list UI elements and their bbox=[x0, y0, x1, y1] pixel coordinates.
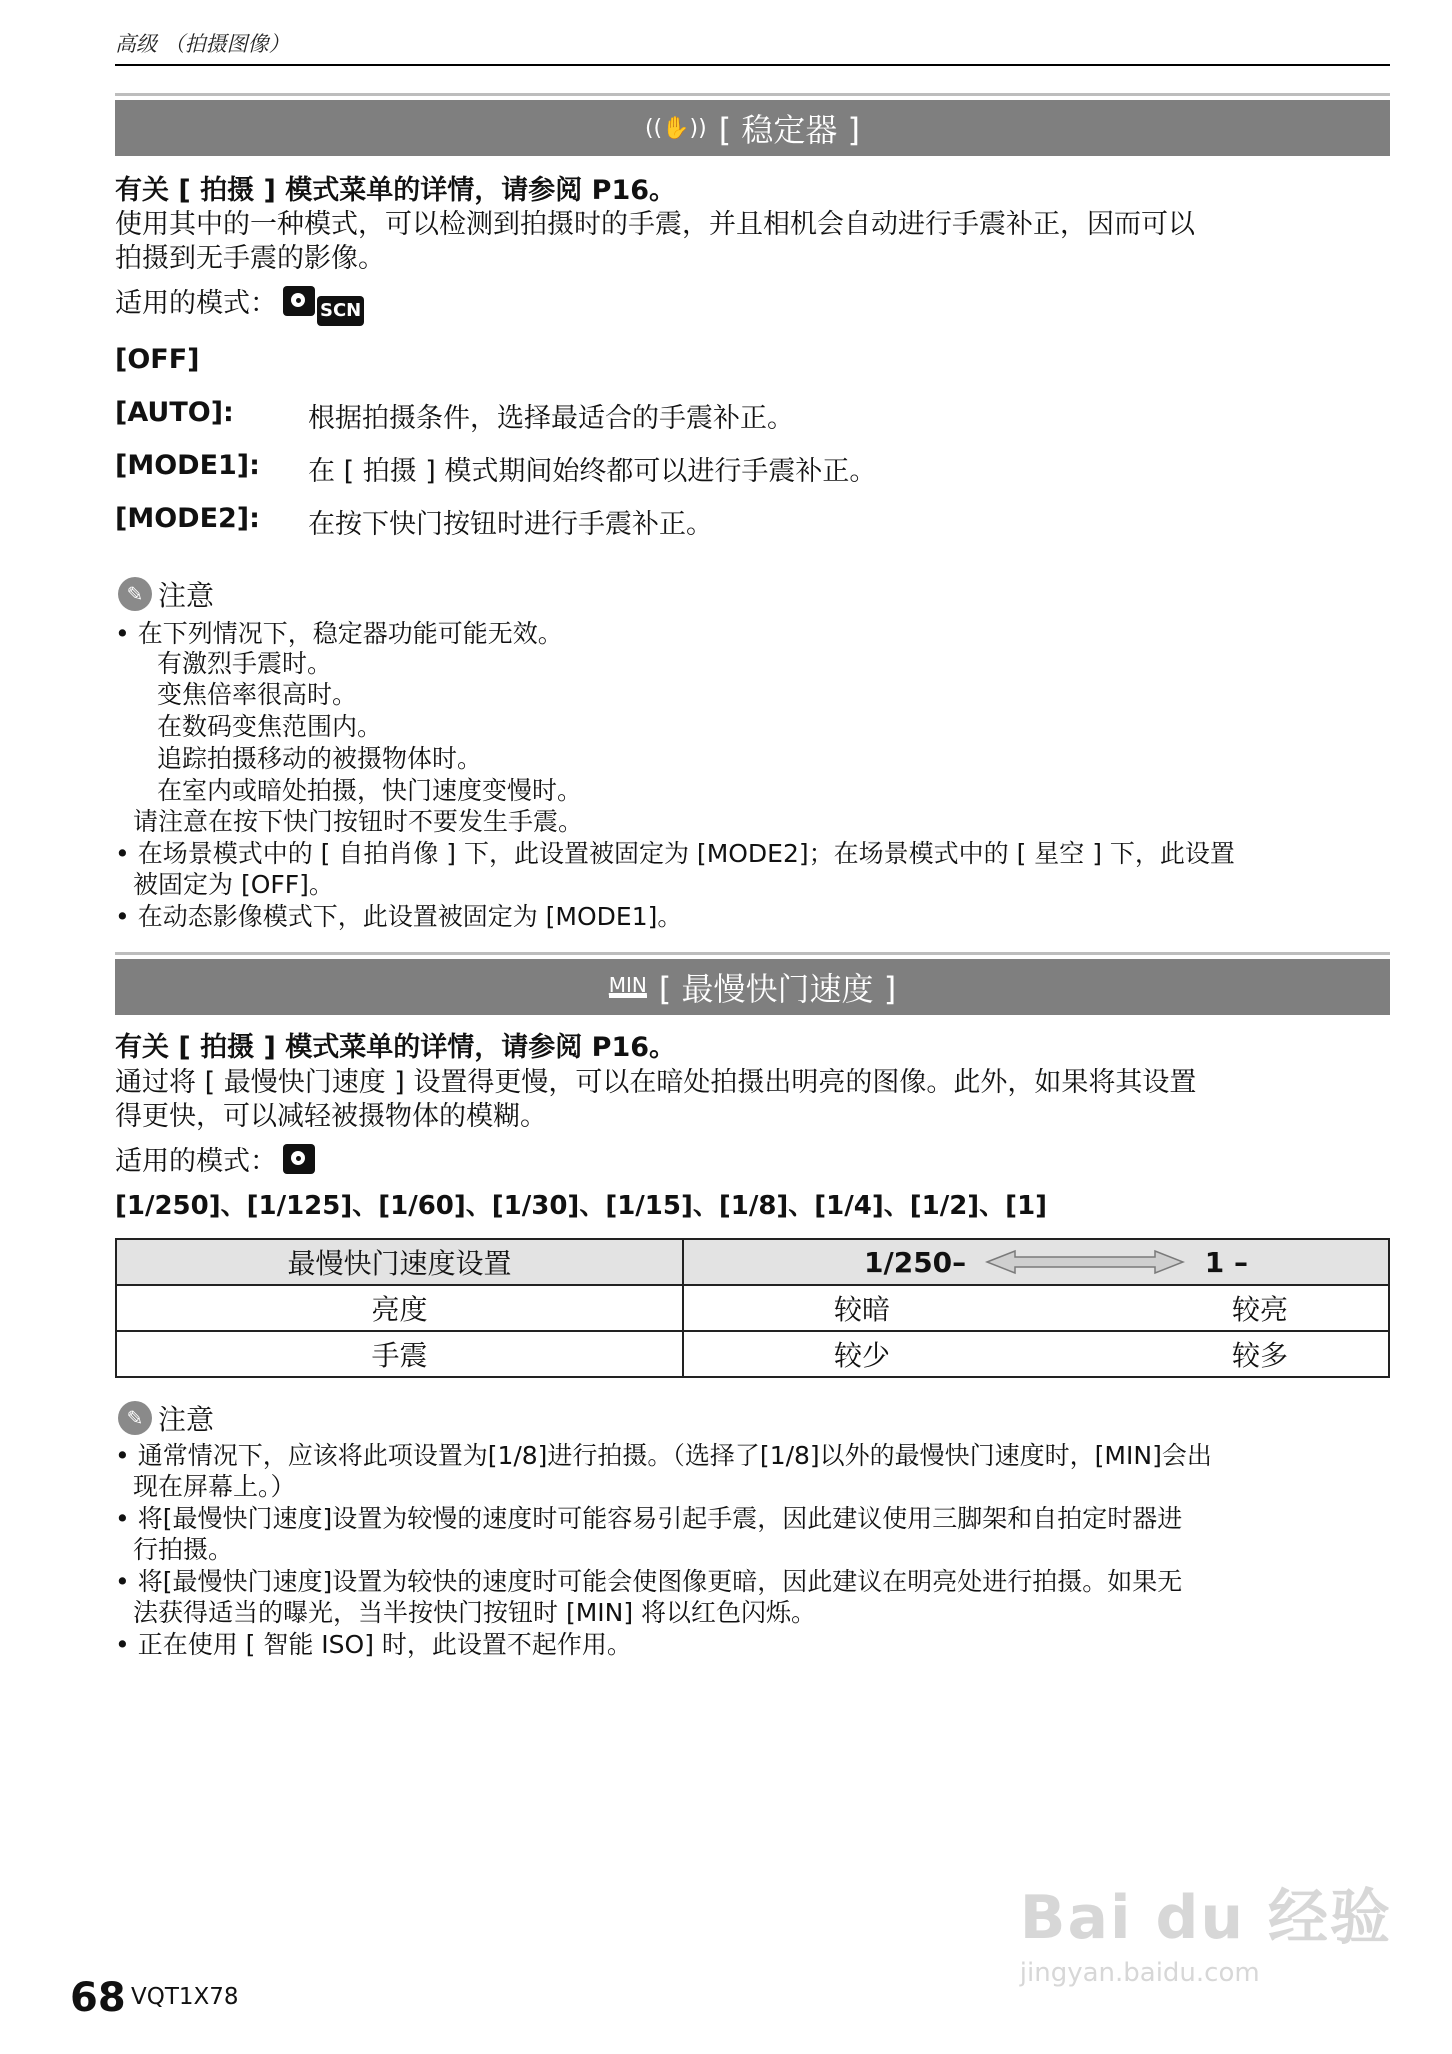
applicable-modes-label: 适用的模式： bbox=[115, 288, 277, 319]
note-line: 在室内或暗处拍摄，快门速度变慢时。 bbox=[157, 776, 583, 805]
note-line: 现在屏幕上。） bbox=[133, 1472, 296, 1501]
applicable-modes bbox=[115, 1144, 315, 1180]
option-key-mode1: [MODE1]: bbox=[115, 450, 260, 481]
header-rule bbox=[115, 64, 1390, 66]
row-left-value: 较少 bbox=[834, 1339, 891, 1372]
section-title: [ 稳定器 ] bbox=[718, 111, 861, 149]
note-line: 被固定为 [OFF]。 bbox=[133, 870, 334, 899]
table-header-range bbox=[683, 1239, 1389, 1285]
menu-reference: 有关 [ 拍摄 ] 模式菜单的详情，请参阅 P16。 bbox=[115, 175, 677, 206]
table-row bbox=[116, 1285, 1389, 1331]
option-desc-auto: 根据拍摄条件，选择最适合的手震补正。 bbox=[308, 403, 794, 434]
section-bar-top-line bbox=[115, 952, 1390, 955]
note-line: • 正在使用 [ 智能 ISO] 时，此设置不起作用。 bbox=[115, 1630, 632, 1659]
note-line: • 将[最慢快门速度]设置为较快的速度时可能会使图像更暗，因此建议在明亮处进行拍摄。如果无 bbox=[115, 1567, 1183, 1596]
note-line: 行拍摄。 bbox=[133, 1535, 234, 1564]
document-code: VQT1X78 bbox=[131, 1984, 239, 2010]
table-header-label: 最慢快门速度设置 bbox=[116, 1239, 683, 1285]
row-right-value: 较多 bbox=[1231, 1339, 1288, 1372]
section-title-bar-min-shutter bbox=[115, 959, 1390, 1015]
option-desc-mode1: 在 [ 拍摄 ] 模式期间始终都可以进行手震补正。 bbox=[308, 456, 877, 487]
stabilizer-icon: ((✋)) bbox=[644, 115, 707, 141]
note-line: 追踪拍摄移动的被摄物体时。 bbox=[157, 744, 483, 773]
note-heading bbox=[118, 574, 214, 614]
section-bar-top-line bbox=[115, 93, 1390, 96]
scene-mode-icon: SCN bbox=[317, 296, 364, 326]
row-values bbox=[683, 1285, 1389, 1331]
note-line: 有激烈手震时。 bbox=[157, 649, 333, 678]
row-right-value: 较亮 bbox=[1231, 1293, 1288, 1326]
applicable-modes-label: 适用的模式： bbox=[115, 1146, 277, 1177]
pencil-icon: ✎ bbox=[118, 1401, 152, 1435]
range-left: 1/250– bbox=[864, 1245, 967, 1279]
section-title-bar-stabilizer bbox=[115, 100, 1390, 156]
description-line: 通过将 [ 最慢快门速度 ] 设置得更慢，可以在暗处拍摄出明亮的图像。此外，如果将其设置 bbox=[115, 1067, 1197, 1098]
note-line: • 在动态影像模式下，此设置被固定为 [MODE1]。 bbox=[115, 902, 683, 931]
note-line: 请注意在按下快门按钮时不要发生手震。 bbox=[133, 807, 584, 836]
note-line: 变焦倍率很高时。 bbox=[157, 680, 358, 709]
option-desc-mode2: 在按下快门按钮时进行手震补正。 bbox=[308, 509, 713, 540]
row-left-value: 较暗 bbox=[834, 1293, 891, 1326]
watermark-brand: Bai du 经验 bbox=[1019, 1883, 1392, 1953]
note-line: • 在场景模式中的 [ 自拍肖像 ] 下，此设置被固定为 [MODE2]；在场景模式中的 [ 星空 ] 下，此设置 bbox=[115, 839, 1235, 868]
camera-mode-icon bbox=[283, 286, 315, 316]
table-header-row bbox=[116, 1239, 1389, 1285]
row-label: 亮度 bbox=[116, 1285, 683, 1331]
double-arrow-icon bbox=[985, 1249, 1185, 1275]
description-line: 得更快，可以减轻被摄物体的模糊。 bbox=[115, 1101, 547, 1132]
section-title: [ 最慢快门速度 ] bbox=[658, 970, 897, 1008]
shutter-speed-table bbox=[115, 1238, 1390, 1378]
note-line: • 将[最慢快门速度]设置为较慢的速度时可能容易引起手震，因此建议使用三脚架和自拍定时器进 bbox=[115, 1504, 1183, 1533]
option-key-off: [OFF] bbox=[115, 344, 200, 375]
menu-reference: 有关 [ 拍摄 ] 模式菜单的详情，请参阅 P16。 bbox=[115, 1032, 677, 1063]
applicable-modes bbox=[115, 286, 364, 326]
table-row bbox=[116, 1331, 1389, 1377]
running-header: 高级 （拍摄图像） bbox=[115, 32, 290, 56]
note-line: • 通常情况下，应该将此项设置为[1/8]进行拍摄。（选择了[1/8]以外的最慢快门速度时，[MIN]会出 bbox=[115, 1441, 1212, 1470]
description-line: 使用其中的一种模式，可以检测到拍摄时的手震，并且相机会自动进行手震补正，因而可以 bbox=[115, 209, 1195, 240]
camera-mode-icon bbox=[283, 1144, 315, 1174]
range-right: 1 – bbox=[1204, 1245, 1248, 1279]
row-values bbox=[683, 1331, 1389, 1377]
watermark bbox=[1020, 1870, 1392, 1988]
option-key-mode2: [MODE2]: bbox=[115, 503, 260, 534]
description-line: 拍摄到无手震的影像。 bbox=[115, 243, 385, 274]
note-title: 注意 bbox=[158, 1403, 215, 1436]
setting-values: [1/250]、[1/125]、[1/60]、[1/30]、[1/15]、[1/8]、[1/4]、[1/2]、[1] bbox=[115, 1191, 1048, 1221]
watermark-url: jingyan.baidu.com bbox=[1019, 1958, 1260, 1988]
row-label: 手震 bbox=[116, 1331, 683, 1377]
note-line: 在数码变焦范围内。 bbox=[157, 712, 383, 741]
min-shutter-icon: MIN bbox=[608, 973, 647, 997]
note-line: 法获得适当的曝光，当半按快门按钮时 [MIN] 将以红色闪烁。 bbox=[133, 1598, 817, 1627]
option-key-auto: [AUTO]: bbox=[115, 397, 234, 428]
page-number: 68 bbox=[70, 1975, 126, 2021]
note-heading bbox=[118, 1398, 214, 1438]
pencil-icon: ✎ bbox=[118, 577, 152, 611]
note-title: 注意 bbox=[158, 579, 215, 612]
note-line: • 在下列情况下，稳定器功能可能无效。 bbox=[115, 619, 563, 648]
